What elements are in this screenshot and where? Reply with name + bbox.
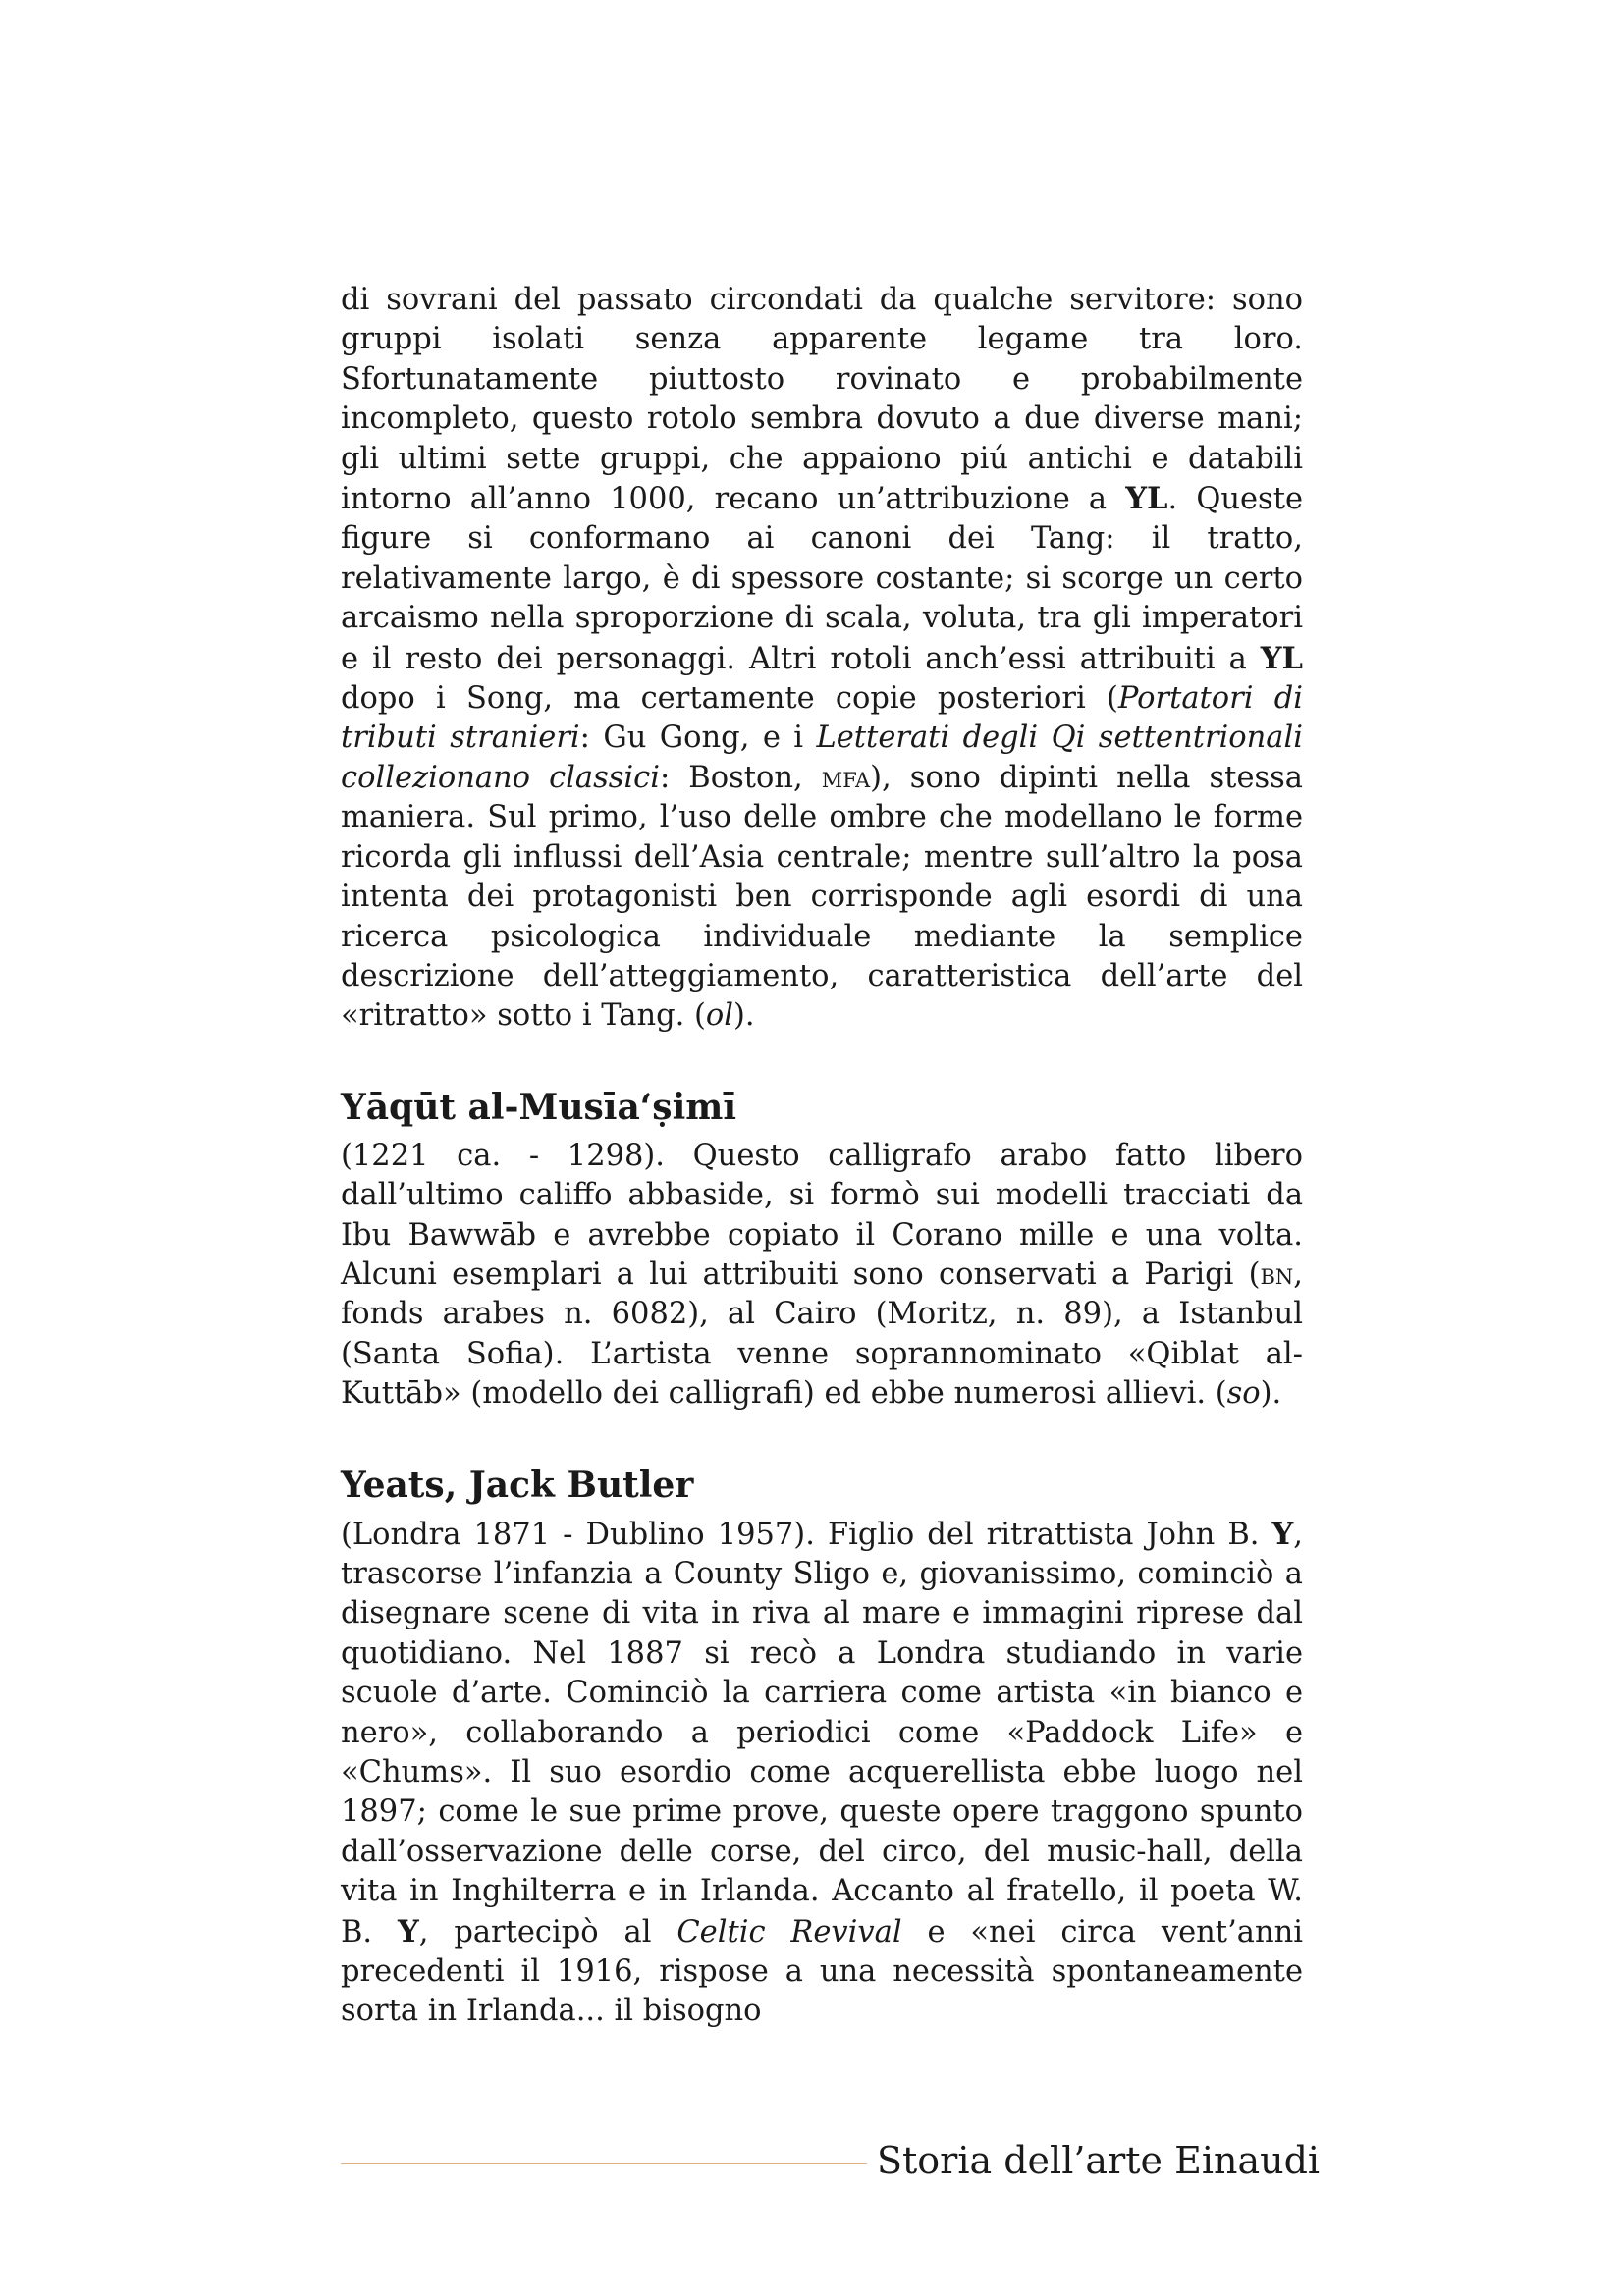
artwork-title: Portatori di tributi stranieri xyxy=(341,681,1303,756)
text-run: (Londra 1871 - Dublino 1957). Figlio del ritrattista John B. xyxy=(341,1517,1272,1552)
text-run: : Boston, xyxy=(659,760,822,795)
entry-body-yaqut xyxy=(341,1137,1313,1415)
text-run: (1221 ca. - 1298). Questo calligrafo arabo fatto libero dall’ultimo califfo abbaside, si formò sui modelli tracciati da Ibu Bawwāb e avrebbe copiato il Corano mille e una volta. Alcuni esemplari a lui attribuiti sono conservati a Parigi ( xyxy=(341,1138,1313,1292)
abbreviation-bold: YL xyxy=(1260,640,1303,676)
abbreviation-bold: Y xyxy=(1271,1516,1294,1552)
text-run: , trascorse l’infanzia a County Sligo e, giovanissimo, cominciò a disegnare scene di vita in riva al mare e immagini riprese dal quotidiano. Nel 1887 si recò a Londra studiando in varie scuole d’arte. Cominciò la carriera come artista «in bianco e nero», collaborando a periodici come «Paddock Life» e «Chums». Il suo esordio come acquerellista ebbe luogo nel 1897; come le sue prime prove, queste opere traggono spunto dall’osservazione delle corse, del circo, del music-hall, della vita in Inghilterra e in Irlanda. Accanto al fratello, il poeta W. B. xyxy=(341,1517,1313,1949)
museum-abbreviation: mfa xyxy=(821,760,871,795)
text-run: , fonds arabes n. 6082), al Cairo (Moritz, n. 89), a Istanbul (Santa Sofia). L’artista venne soprannominato «Qiblat al-Kuttāb» (modello dei calligrafi) ed ebbe numerosi allievi. ( xyxy=(341,1256,1313,1412)
text-run: : Gu Gong, e i xyxy=(579,721,817,756)
entry-title-yaqut: Yāqūt al-Musīa‘ṣimī xyxy=(341,1086,737,1128)
author-initials: so xyxy=(1226,1376,1261,1412)
movement-title: Celtic Revival xyxy=(676,1914,902,1949)
text-run: . Queste figure si conformano ai canoni dei Tang: il tratto, relativamente largo, è di spessore costante; si scorge un certo arcaismo nella sproporzione di scala, voluta, tra gli imperatori e il resto dei personaggi. Altri rotoli anch’essi attribuiti a xyxy=(341,482,1313,676)
author-initials: ol xyxy=(705,998,734,1034)
text-run: ), sono dipinti nella stessa maniera. Sul primo, l’uso delle ombre che modellano le forme ricorda gli influssi dell’Asia centrale; mentre sull’altro la posa intenta dei protagonisti ben corrisponde agli esordi di una ricerca psicologica individuale mediante la semplice descrizione dell’atteggiamento, caratteristica dell’arte del «ritratto» sotto i Tang. ( xyxy=(341,760,1313,1034)
intro-paragraph xyxy=(341,281,1313,1037)
text-run: ). xyxy=(1260,1376,1282,1412)
text-run: di sovrani del passato circondati da qualche servitore: sono gruppi isolati senza apparente legame tra loro. Sfortunatamente piuttosto rovinato e probabilmente incompleto, questo rotolo sembra dovuto a due diverse mani; gli ultimi sette gruppi, che appaiono piú antichi e databili intorno all’anno 1000, recano un’attribuzione a xyxy=(341,283,1313,517)
artwork-title: Letterati degli Qi settentrionali collezionano classici xyxy=(341,721,1304,795)
abbreviation-bold: YL xyxy=(1125,481,1168,517)
text-run: e «nei circa vent’anni precedenti il 1916, rispose a una necessità spontaneamente sorta in Irlanda... il bisogno xyxy=(341,1914,1313,2029)
footer-publication-title: Storia dell’arte Einaudi xyxy=(877,2139,1321,2182)
entry-title-yeats: Yeats, Jack Butler xyxy=(341,1464,694,1506)
library-abbreviation: bn xyxy=(1260,1256,1294,1292)
text-column xyxy=(341,281,1313,2032)
text-run: , partecipò al xyxy=(418,1914,677,1949)
entry-body-yeats xyxy=(341,1515,1313,2032)
text-run: dopo i Song, ma certamente copie posteriori ( xyxy=(341,641,1313,717)
text-run: ). xyxy=(733,998,755,1034)
footer-rule xyxy=(341,2163,867,2164)
abbreviation-bold: Y xyxy=(397,1913,419,1949)
